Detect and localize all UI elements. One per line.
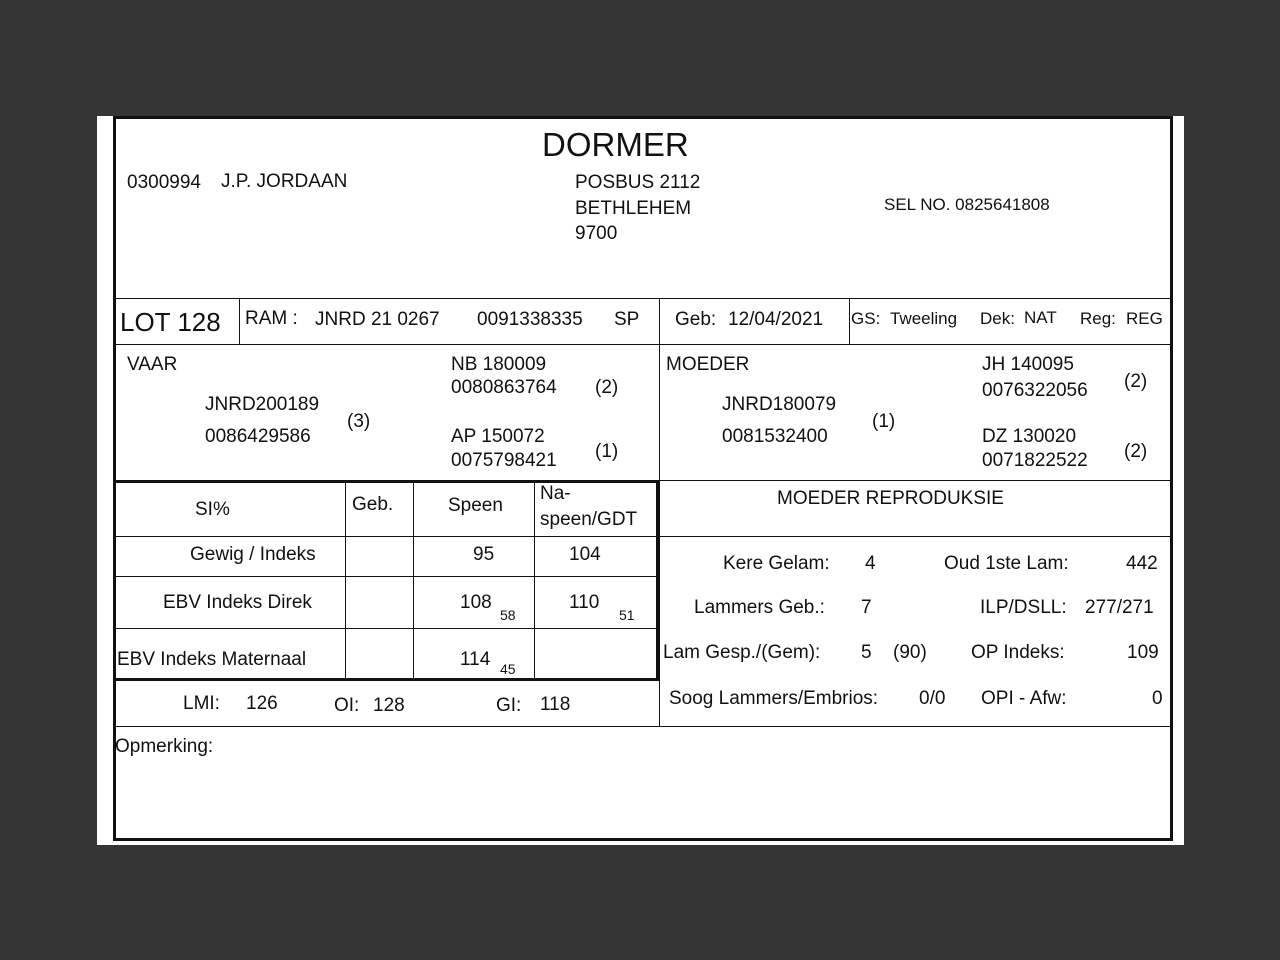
rule-perf-row2 [113, 628, 659, 629]
col-header-geb: Geb. [352, 494, 394, 515]
row-label-gewig: Gewig / Indeks [190, 544, 316, 565]
reproduction-title: MOEDER REPRODUKSIE [777, 488, 1004, 509]
col-header-speen: Speen [448, 495, 503, 516]
soog-value: 0/0 [919, 688, 946, 709]
dam-dam-count: (2) [1124, 441, 1148, 462]
row-gewig-naspeen: 104 [569, 544, 601, 565]
col-header-si: SI% [195, 499, 230, 520]
rule-geb-divider [849, 298, 850, 344]
address-line1: POSBUS 2112 [575, 172, 701, 193]
sire-sire-id: NB 180009 [451, 354, 547, 375]
rule-lot-divider [239, 298, 240, 344]
sire-sire-number: 0080863764 [451, 377, 557, 398]
row-label-ebv-maternaal: EBV Indeks Maternaal [117, 649, 307, 670]
dam-sire-count: (2) [1124, 371, 1148, 392]
ram-label: RAM : [245, 308, 298, 329]
oud-lam-label: Oud 1ste Lam: [944, 553, 1069, 574]
oud-lam-value: 442 [1126, 553, 1158, 574]
ram-number: 0091338335 [477, 309, 583, 330]
op-indeks-value: 109 [1127, 642, 1159, 663]
row-ebv-direk-speen-accuracy: 58 [500, 607, 516, 623]
address-line3: 9700 [575, 223, 618, 244]
remarks-label: Opmerking: [115, 736, 214, 757]
lam-gesp-label: Lam Gesp./(Gem): [663, 642, 821, 663]
catalogue-card [97, 116, 1184, 845]
gs-label: GS: [851, 309, 881, 328]
rule-lot-top [113, 298, 1173, 299]
lammers-geb-value: 7 [861, 597, 872, 618]
breeder-code: 0300994 [127, 172, 201, 193]
sire-dam-count: (1) [595, 441, 619, 462]
sire-dam-id: AP 150072 [451, 426, 545, 447]
dam-number: 0081532400 [722, 426, 828, 447]
breeder-name: J.P. JORDAAN [221, 171, 348, 192]
lam-gesp-value: 5 [861, 642, 872, 663]
reg-label: Reg: [1080, 309, 1116, 328]
oi-value: 128 [373, 695, 405, 716]
dam-offspring-count: (1) [872, 411, 896, 432]
rule-perf-row1 [113, 576, 659, 577]
rule-col-geb [413, 480, 414, 678]
dam-dam-number: 0071822522 [982, 450, 1088, 471]
address-line2: BETHLEHEM [575, 198, 692, 219]
dam-id: JNRD180079 [722, 394, 837, 415]
rule-center-divider [659, 298, 660, 726]
rule-pedigree-bottom-left [113, 480, 659, 483]
gi-value: 118 [540, 694, 571, 715]
dek-label: Dek: [980, 309, 1015, 328]
border-bottom [113, 838, 1173, 841]
oi-label: OI: [334, 695, 360, 716]
dek-value: NAT [1024, 308, 1057, 327]
sire-offspring-count: (3) [347, 411, 371, 432]
dam-dam-id: DZ 130020 [982, 426, 1077, 447]
rule-perf-row3 [113, 678, 659, 681]
lot-number: LOT 128 [120, 307, 221, 337]
sire-sire-count: (2) [595, 377, 619, 398]
border-left [113, 116, 116, 839]
opi-afw-label: OPI - Afw: [981, 688, 1067, 709]
lmi-value: 126 [246, 693, 278, 714]
kere-gelam-value: 4 [865, 553, 876, 574]
ram-grade: SP [614, 309, 640, 330]
sire-label: VAAR [127, 354, 178, 375]
rule-perf-header [113, 536, 1173, 537]
birth-date: 12/04/2021 [728, 309, 824, 330]
lammers-geb-label: Lammers Geb.: [694, 597, 825, 618]
col-header-naspeen-line1: Na- [540, 483, 571, 504]
sire-number: 0086429586 [205, 426, 311, 447]
dam-sire-number: 0076322056 [982, 380, 1088, 401]
row-label-ebv-direk: EBV Indeks Direk [163, 592, 312, 613]
row-ebv-direk-naspeen-accuracy: 51 [619, 607, 635, 623]
rule-lot-bottom [113, 344, 1173, 345]
birth-label: Geb: [675, 309, 717, 330]
kere-gelam-label: Kere Gelam: [723, 553, 830, 574]
lam-gesp-gem: (90) [893, 642, 927, 663]
soog-label: Soog Lammers/Embrios: [669, 688, 879, 709]
border-top [113, 116, 1173, 119]
phone-number: SEL NO. 0825641808 [884, 195, 1050, 214]
rule-col-si [345, 480, 346, 678]
rule-pedigree-bottom-right [659, 480, 1173, 481]
rule-col-naspeen [656, 480, 659, 680]
border-right [1170, 116, 1173, 839]
row-ebv-direk-speen: 108 [460, 592, 492, 613]
sire-id: JNRD200189 [205, 394, 320, 415]
breed-title: DORMER [542, 126, 689, 163]
row-ebv-maternaal-speen-accuracy: 45 [500, 661, 516, 677]
opi-afw-value: 0 [1152, 688, 1163, 709]
col-header-naspeen-line2: speen/GDT [540, 509, 638, 530]
row-ebv-maternaal-speen: 114 [460, 649, 491, 670]
dam-label: MOEDER [666, 354, 750, 375]
row-ebv-direk-naspeen: 110 [569, 592, 600, 613]
gi-label: GI: [496, 695, 522, 716]
rule-col-speen [534, 480, 535, 678]
gs-value: Tweeling [890, 309, 958, 328]
op-indeks-label: OP Indeks: [971, 642, 1065, 663]
lmi-label: LMI: [183, 693, 220, 714]
rule-remarks-top [113, 726, 1173, 727]
ilp-value: 277/271 [1085, 597, 1154, 618]
ilp-label: ILP/DSLL: [980, 597, 1067, 618]
dam-sire-id: JH 140095 [982, 354, 1074, 375]
ram-id: JNRD 21 0267 [315, 309, 440, 330]
sire-dam-number: 0075798421 [451, 450, 557, 471]
row-gewig-speen: 95 [473, 544, 495, 565]
reg-value: REG [1126, 309, 1163, 328]
